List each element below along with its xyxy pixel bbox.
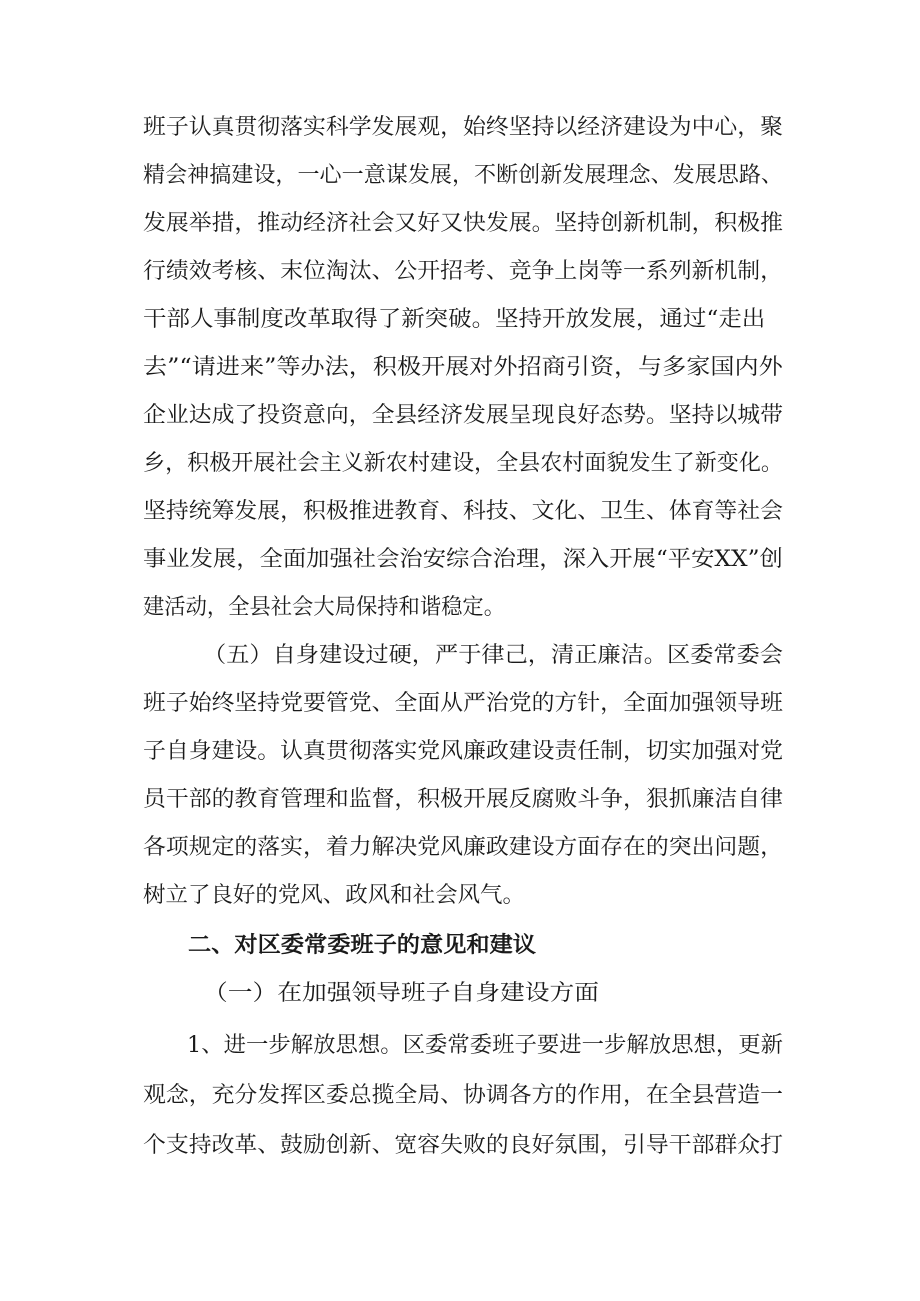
subsection-heading: （一）在加强领导班子自身建设方面 — [203, 981, 600, 1006]
text-line: （五）自身建设过硬，严于律己，清正廉洁。区委常委会 — [203, 643, 784, 668]
text-line: 建活动，全县社会大局保持和谐稳定。 — [143, 595, 506, 620]
text-line: 员干部的教育管理和监督，积极开展反腐败斗争，狠抓廉洁自律 — [143, 787, 784, 812]
text-line: 树立了良好的党风、政风和社会风气。 — [143, 883, 526, 908]
text-line: 1、进一步解放思想。区委常委班子要进一步解放思想，更新 — [187, 1033, 783, 1058]
text-line: 去”“请进来”等办法，积极开展对外招商引资，与多家国内外 — [143, 355, 783, 380]
text-line: 坚持统筹发展，积极推进教育、科技、文化、卫生、体育等社会 — [143, 499, 784, 524]
text-line: 个支持改革、鼓励创新、宽容失败的良好氛围，引导干部群众打 — [143, 1133, 784, 1158]
text-line: 各项规定的落实，着力解决党风廉政建设方面存在的突出问题， — [143, 835, 784, 860]
text-line: 发展举措，推动经济社会又好又快发展。坚持创新机制，积极推 — [143, 211, 784, 236]
text-line: 子自身建设。认真贯彻落实党风廉政建设责任制，切实加强对党 — [143, 739, 784, 764]
text-line: 班子认真贯彻落实科学发展观，始终坚持以经济建设为中心，聚 — [143, 115, 784, 140]
text-line: 行绩效考核、末位淘汰、公开招考、竞争上岗等一系列新机制， — [143, 259, 784, 284]
text-line: 干部人事制度改革取得了新突破。坚持开放发展，通过“走出 — [143, 307, 766, 332]
text-line: 事业发展，全面加强社会治安综合治理，深入开展“平安XX”创 — [143, 547, 783, 572]
section-heading: 二、对区委常委班子的意见和建议 — [188, 933, 537, 958]
text-line: 班子始终坚持党要管党、全面从严治党的方针，全面加强领导班 — [143, 691, 784, 716]
text-line: 观念，充分发挥区委总揽全局、协调各方的作用，在全县营造一 — [143, 1083, 784, 1108]
text-line: 精会神搞建设，一心一意谋发展，不断创新发展理念、发展思路、 — [143, 163, 784, 188]
text-line: 乡，积极开展社会主义新农村建设，全县农村面貌发生了新变化。 — [143, 451, 784, 476]
text-line: 企业达成了投资意向，全县经济发展呈现良好态势。坚持以城带 — [143, 403, 784, 428]
